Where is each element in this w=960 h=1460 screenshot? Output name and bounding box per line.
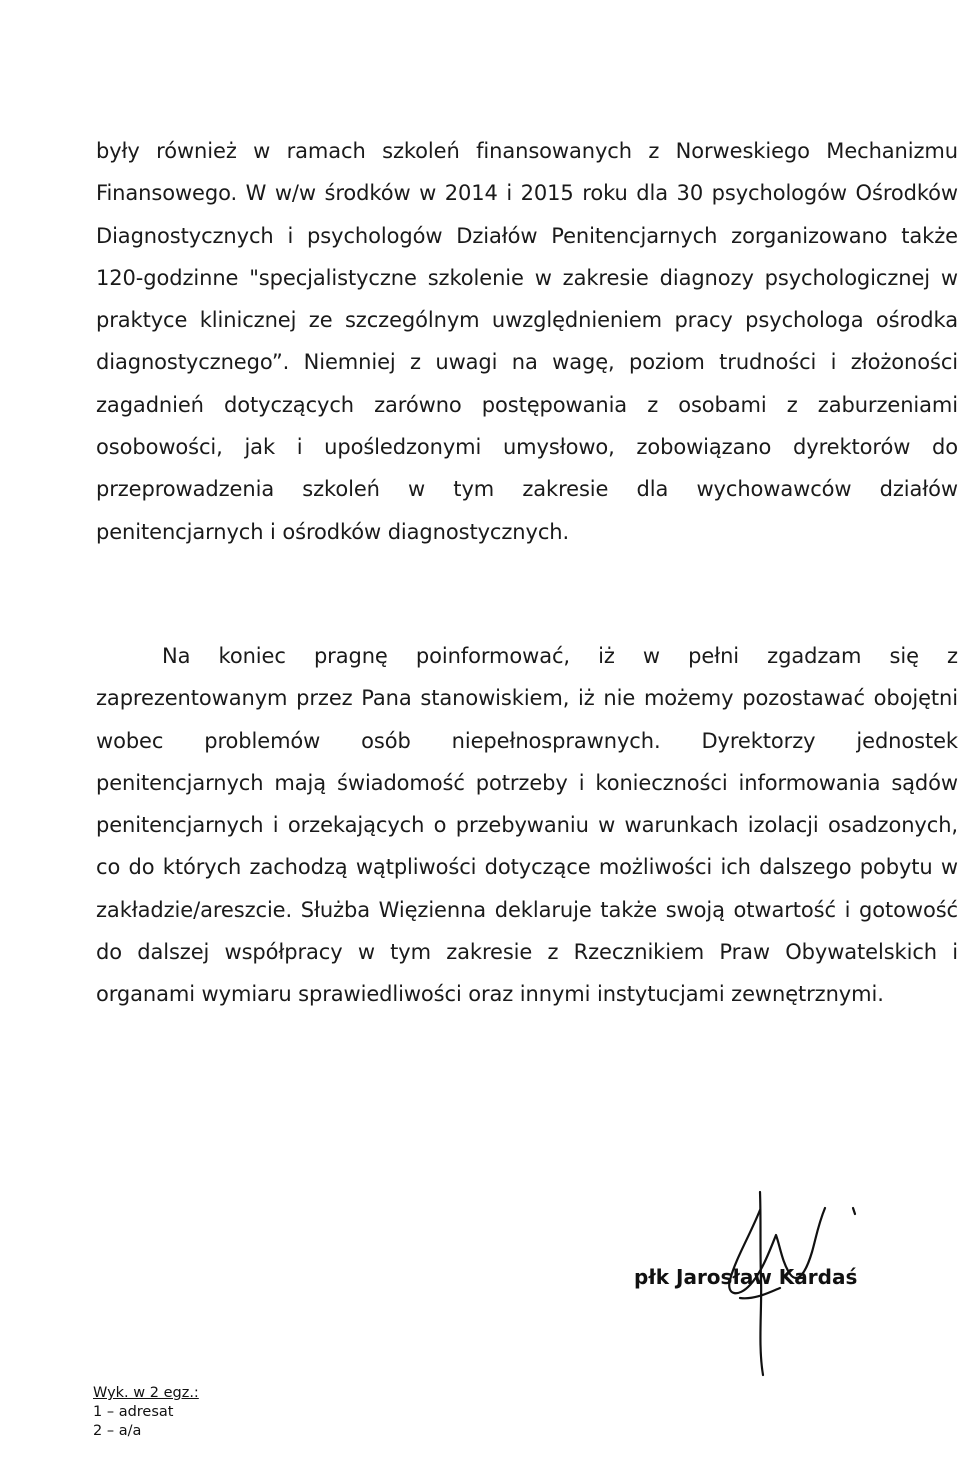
signer-name: płk Jarosław Kardaś <box>634 1265 858 1289</box>
copies-heading: Wyk. w 2 egz.: <box>93 1385 199 1401</box>
copies-note <box>93 1384 199 1441</box>
copies-line-2: 2 – a/a <box>93 1423 142 1439</box>
copies-line-1: 1 – adresat <box>93 1404 174 1420</box>
body-paragraph-2: Na koniec pragnę poinformować, iż w pełni zgadzam się z zaprezentowanym przez Pana stanowiskiem, iż nie możemy pozostawać obojętni wobec problemów osób niepełnosprawnych. Dyrektorzy jednostek penitencjarnych mają świadomość potrzeby i konieczności informowania sądów penitencjarnych i orzekających o przebywaniu w warunkach izolacji osadzonych, co do których zachodzą wątpliwości dotyczące możliwości ich dalszego pobytu w zakładzie/areszcie. Służba Więzienna deklaruje także swoją otwartość i gotowość do dalszej współpracy w tym zakresie z Rzecznikiem Praw Obywatelskich i organami wymiaru sprawiedliwości oraz innymi instytucjami zewnętrznymi. <box>96 644 958 1007</box>
body-paragraph-1: były również w ramach szkoleń finansowanych z Norweskiego Mechanizmu Finansowego. W w/w środków w 2014 i 2015 roku dla 30 psychologów Ośrodków Diagnostycznych i psychologów Działów Penitencjarnych zorganizowano także 120-godzinne "specjalistyczne szkolenie w zakresie diagnozy psychologicznej w praktyce klinicznej ze szczególnym uwzględnieniem pracy psychologa ośrodka diagnostycznego”. Niemniej z uwagi na wagę, poziom trudności i złożoności zagadnień dotyczących zarówno postępowania z osobami z zaburzeniami osobowości, jak i upośledzonymi umysłowo, zobowiązano dyrektorów do przeprowadzenia szkoleń w tym zakresie dla wychowawców działów penitencjarnych i ośrodków diagnostycznych. <box>96 139 958 544</box>
signature-block <box>620 1180 920 1380</box>
